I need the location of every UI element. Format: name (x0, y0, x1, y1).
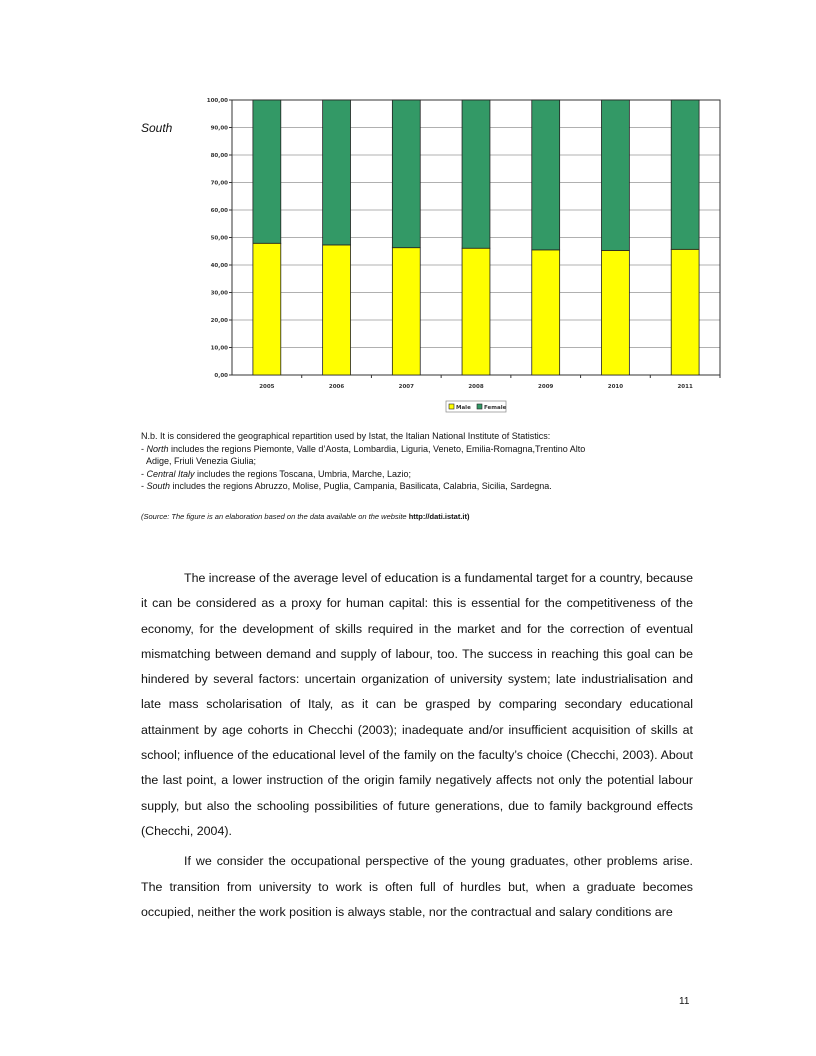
bar-male-2010 (601, 250, 629, 375)
bar-female-2006 (323, 100, 351, 245)
y-tick-label: 40,00 (210, 263, 228, 269)
legend-label-female: Female (484, 405, 507, 411)
y-tick-label: 70,00 (210, 180, 228, 187)
legend-label-male: Male (456, 405, 471, 411)
notes-item-central: - Central Italy includes the regions Toscana, Umbria, Marche, Lazio; (141, 468, 411, 479)
bar-male-2006 (323, 245, 351, 375)
notes-item-north-continuation: Adige, Friuli Venezia Giulia; (146, 456, 257, 466)
x-tick-label: 2006 (328, 384, 345, 390)
bar-male-2008 (462, 248, 490, 375)
x-tick-label: 2009 (538, 384, 554, 390)
y-tick-label: 60,00 (210, 208, 228, 214)
x-tick-label: 2010 (607, 384, 624, 390)
y-tick-label: 80,00 (210, 153, 228, 159)
bar-male-2007 (392, 248, 420, 375)
notes-item-south: - South includes the regions Abruzzo, Molise, Puglia, Campania, Basilicata, Calabria, Sicilia, Sardegna. (141, 481, 552, 491)
notes-item-north: - North includes the regions Piemonte, Valle d’Aosta, Lombardia, Liguria, Veneto, Emilia-Romagna,Trentino Alto (141, 443, 586, 454)
chart-region-label: South (141, 121, 173, 135)
chart-notes (141, 430, 681, 493)
legend-swatch-male (449, 404, 454, 409)
bar-male-2009 (532, 250, 560, 375)
body-text (141, 566, 693, 925)
bar-female-2009 (532, 100, 560, 250)
y-tick-label: 10,00 (210, 345, 228, 352)
source-note: (Source: The figure is an elaboration based on the data available on the website http://dati.istat.it) (141, 512, 470, 521)
x-tick-label: 2011 (677, 384, 693, 390)
x-tick-label: 2005 (259, 384, 275, 390)
bar-female-2010 (601, 100, 629, 250)
bar-male-2011 (671, 249, 699, 375)
y-tick-label: 30,00 (210, 290, 228, 297)
body-paragraph-1: The increase of the average level of education is a fundamental target for a country, because it can be considered as a proxy for human capital: this is essential for the competitiveness of the economy, for the development of skills required in the market and for the correction of eventual mismatching between demand and supply of labour, too. The success in reaching this goal can be hindered by several factors: uncertain organization of university system; late industrialisation and late mass scholarisation of Italy, as it can be grasped by comparing secondary educational attainment by age cohorts in Checchi (2003); inadequate and/or insufficient acquisition of skills at school; influence of the educational level of the family on the faculty’s choice (Checchi, 2003). About the last point, a lower instruction of the origin family negatively affects not only the potential labour supply, but also the schooling possibilities of future generations, due to family background effects (Checchi, 2004). (141, 571, 693, 838)
y-tick-label: 100,00 (206, 98, 228, 104)
x-tick-label: 2008 (468, 384, 484, 390)
y-tick-label: 50,00 (210, 235, 228, 242)
y-tick-label: 0,00 (214, 373, 228, 379)
page-number: 11 (679, 996, 690, 1007)
bar-female-2007 (392, 100, 420, 248)
legend-swatch-female (477, 404, 482, 409)
bar-female-2008 (462, 100, 490, 248)
bar-female-2011 (671, 100, 699, 249)
bar-female-2005 (253, 100, 281, 243)
bar-male-2005 (253, 243, 281, 375)
notes-intro: N.b. It is considered the geographical repartition used by Istat, the Italian National Institute of Statistics: (141, 431, 551, 441)
x-tick-label: 2007 (398, 384, 414, 390)
y-tick-label: 90,00 (210, 125, 228, 132)
y-tick-label: 20,00 (210, 318, 228, 324)
stacked-bar-chart (190, 92, 730, 417)
source-url: http://dati.istat.it (408, 512, 468, 521)
body-paragraph-2: If we consider the occupational perspective of the young graduates, other problems arise. The transition from university to work is often full of hurdles but, when a graduate becomes occupied, neither the work position is always stable, nor the contractual and salary conditions are (141, 854, 693, 919)
